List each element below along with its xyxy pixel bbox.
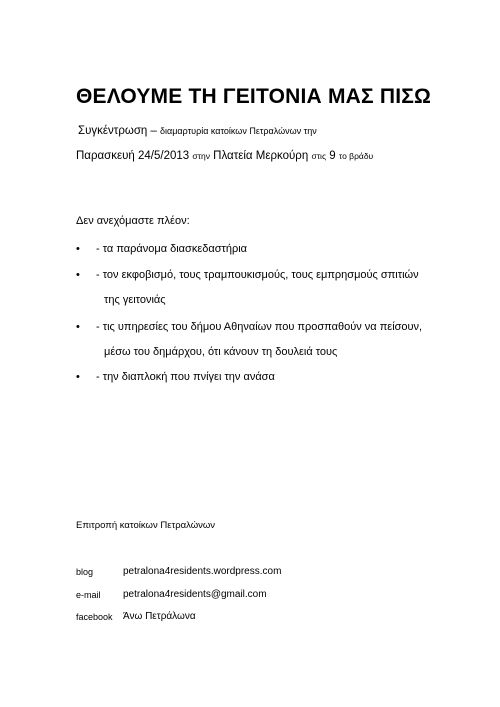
list-item-continuation: μέσω του δημάρχου, ότι κάνουν τη δουλειά τους (104, 346, 338, 358)
event-day: Παρασκευή 24/5/2013 (76, 150, 190, 162)
intro-text: Δεν ανεχόμαστε πλέον: (76, 215, 190, 227)
list-item: - τις υπηρεσίες του δήμου Αθηναίων που προσπαθούν να πείσουν, (96, 321, 423, 333)
event-description: διαμαρτυρία κατοίκων Πετραλώνων την (160, 126, 317, 136)
event-at-time: στις (311, 151, 327, 161)
contact-value-blog[interactable]: petralona4residents.wordpress.com (123, 566, 282, 577)
event-place: Πλατεία Μερκούρη (213, 150, 309, 162)
event-evening: το βράδυ (338, 151, 374, 161)
committee-signature: Επιτροπή κατοίκων Πετραλώνων (76, 520, 216, 531)
contact-label-facebook: facebook (76, 612, 113, 622)
event-type: Συγκέντρωση – (78, 125, 157, 137)
page-title: ΘΕΛΟΥΜΕ ΤΗ ΓΕΙΤΟΝΙΑ ΜΑΣ ΠΙΣΩ (76, 85, 432, 108)
list-item-continuation: της γειτονιάς (104, 294, 166, 306)
bullet-icon: • (76, 243, 80, 255)
event-line-1 (78, 125, 317, 137)
list-item: - τον εκφοβισμό, τους τραμπουκισμούς, τους εμπρησμούς σπιτιών (96, 269, 419, 281)
list-item: - την διαπλοκή που πνίγει την ανάσα (96, 371, 275, 383)
contact-value-facebook[interactable]: Άνω Πετράλωνα (123, 611, 196, 622)
event-time: 9 (329, 150, 336, 162)
bullet-icon: • (76, 321, 80, 333)
event-line-2 (76, 150, 373, 162)
event-at: στην (192, 151, 210, 161)
contact-label-blog: blog (76, 567, 94, 577)
list-item: - τα παράνομα διασκεδαστήρια (96, 243, 248, 255)
contact-label-email: e-mail (76, 590, 101, 600)
bullet-icon: • (76, 371, 80, 383)
bullet-icon: • (76, 269, 80, 281)
contact-value-email[interactable]: petralona4residents@gmail.com (123, 589, 267, 600)
